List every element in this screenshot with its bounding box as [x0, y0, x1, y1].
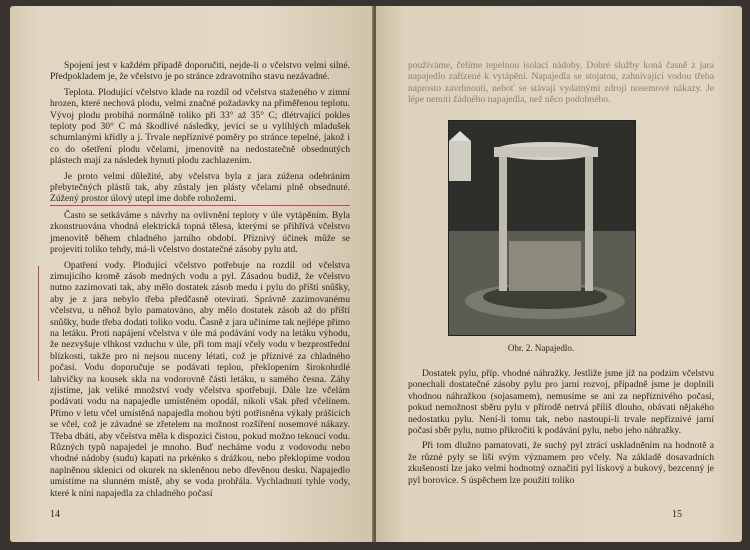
paragraph: Teplota. Plodující včelstvo klade na rozdíl od včelstva staženého v zimní hrozen, které nechová plodu, velmi značné požadavky na přiměřenou teplotu. Vývoj plodu probíhá normálně toliko při 33° až 35° C; dlétrvající pokles teploty pod 30° C má škodlivé následky, jevící se u vylíhlých mladušek schumlanými křídly a j. Trvale nepříznivé poměry po stránce tepelné, jakož i co do ošetření plodu včelami, jmenovitě na nedostatečně obsednutých plástech mají za následek hynutí plodu zachlazením.	[50, 86, 350, 167]
paragraph-underlined: Je proto velmi důležité, aby včelstva byla z jara zúžena odebráním přebytečných plástů tak, aby zůstaly jen plásty včelami plně obsednuté. Zúžený prostor úlový utepl ime dobře rohožemi.	[50, 170, 350, 205]
paragraph: Při tom dlužno pamatovati, že suchý pyl ztrácí uskladněním na hodnotě a že různé pyly se liší svým významem pro včely. Na základě dosavadních zkušeností lze jako velmi hodnotný označiti pyl lískový a bukový, bezcenný je pyl borovice. S úspěchem lze použíti toliko	[408, 440, 714, 486]
paragraph: Spojení jest v každém případě doporučiti, nejde-li o včelstvo velmi silné. Předpokladem je, že včelstvo je po stránce zdravotního stavu nezávadné.	[50, 60, 350, 83]
page-number: 15	[672, 509, 682, 520]
left-page	[10, 6, 374, 542]
water-trough-illustration	[449, 121, 635, 335]
page-number: 14	[50, 509, 60, 520]
right-page	[376, 6, 742, 542]
paragraph: Dostatek pylu, příp. vhodné náhražky. Jestliže jsme již na podzim včelstvu ponechali dostatečné zásoby pylu pro jarní rozvoj, případně jsme je doplnili vhodnou náhražkou (sojasamem), nemusíme se ani za nepříznivého počasí, pokud nemožnost sběru pylu v přírodě netrvá příliš dlouho, obávati nějakého nedostatku pylu. Není-li tomu tak, nebo nastoupí-li trvale nepříznivé jarní počasí sběr pylu, nutno přikročiti k podávání pylu, nebo jeho náhražky.	[408, 368, 714, 437]
figure-caption: Obr. 2. Napajedlo.	[507, 343, 575, 353]
margin-annotation-line	[38, 266, 39, 381]
paragraph: Často se setkáváme s návrhy na ovlivnění teploty v úle vytápěním. Byla zkonstruována vhodná elektrická topná tělesa, kterými se přihřívá včelstvo jmenovitě během chladného jarního období. Příznivý účinek může se projeviti toliko tehdy, má-li včelstvo dostatečné zásoby pylu atd.	[50, 209, 350, 256]
right-page-top-text	[408, 60, 714, 106]
water-trough-photo	[448, 120, 636, 336]
paragraph: Opatření vody. Plodující včelstvo potřebuje na rozdíl od včelstva zimujícího kromě zásob medných vodu a pyl. Zásadou budiž, že včelstvo nutno zazimovati tak, aby mělo dostatek zásob medu i pylu do příští snůšky, aby je z jara nebylo třeba předčasně otevírati. Správně zazimovanému včelstvu, u něhož bylo pamatováno, aby mělo dostatek zásob až do příští snůšky, bude třeba dodati toliko vodu. Časně z jara učiníme tak nejlépe přímo na letáku. Proti napájení včelstva v úle má podávání vody na letáku výhodu, že nezvyšuje vlhkost vzduchu v úle, při tom mají včely vodu v bezprostřední blízkosti, takže pro ni nejsou nuceny létati, což je příznivé za chladného počasí. Vodu doporučuje se podávati teplou, překlopením širokohrdlé lahvičky na kousek skla na vodorovně části letáku, u samého česna. Záhy zjistíme, jak veliké množství vody včelstva spotřebují. Dále lze včelám podávati vodu na napajedle umístěném opodál, nikoli však před včelínem. Přímo v letu včel umístěná napajedla mohou býti potřísněna výkaly prášících se včel, což je závadné se zřetelem na možnost rozšíření nosemové nákazy. Třeba dbáti, aby včelstva měla k dispozici čistou, pokud možno tekoucí vodu. Různých typů napajedel je mnoho. Buď necháme vodu z vodovodu nebo vhodné nádoby (sudu) kapati na prkénko s drážkou, nebo překlopíme vodou naplněnou sklenici od okurek na skleněnou nebo dřevěnou desku. Napajedlo umístíme na slunném místě, aby se voda prohřála. Vychladnutí tyhle vody, které k níní napajedla za chladného počasí	[50, 259, 350, 499]
paragraph: používáme, čelíme tepelnou isolací nádoby. Dobré služby koná časně z jara napajedlo zařízené k vytápění. Napajedla se stojatou, zahnívající vodou třeba naprosto zavrhnouti, neboť se stávají vydatnými zdroji nosemové nákazy. Je lépe nemíti žádného napajedla, než něco podobného.	[408, 60, 714, 106]
left-page-body	[50, 60, 350, 499]
right-page-body	[408, 368, 714, 486]
